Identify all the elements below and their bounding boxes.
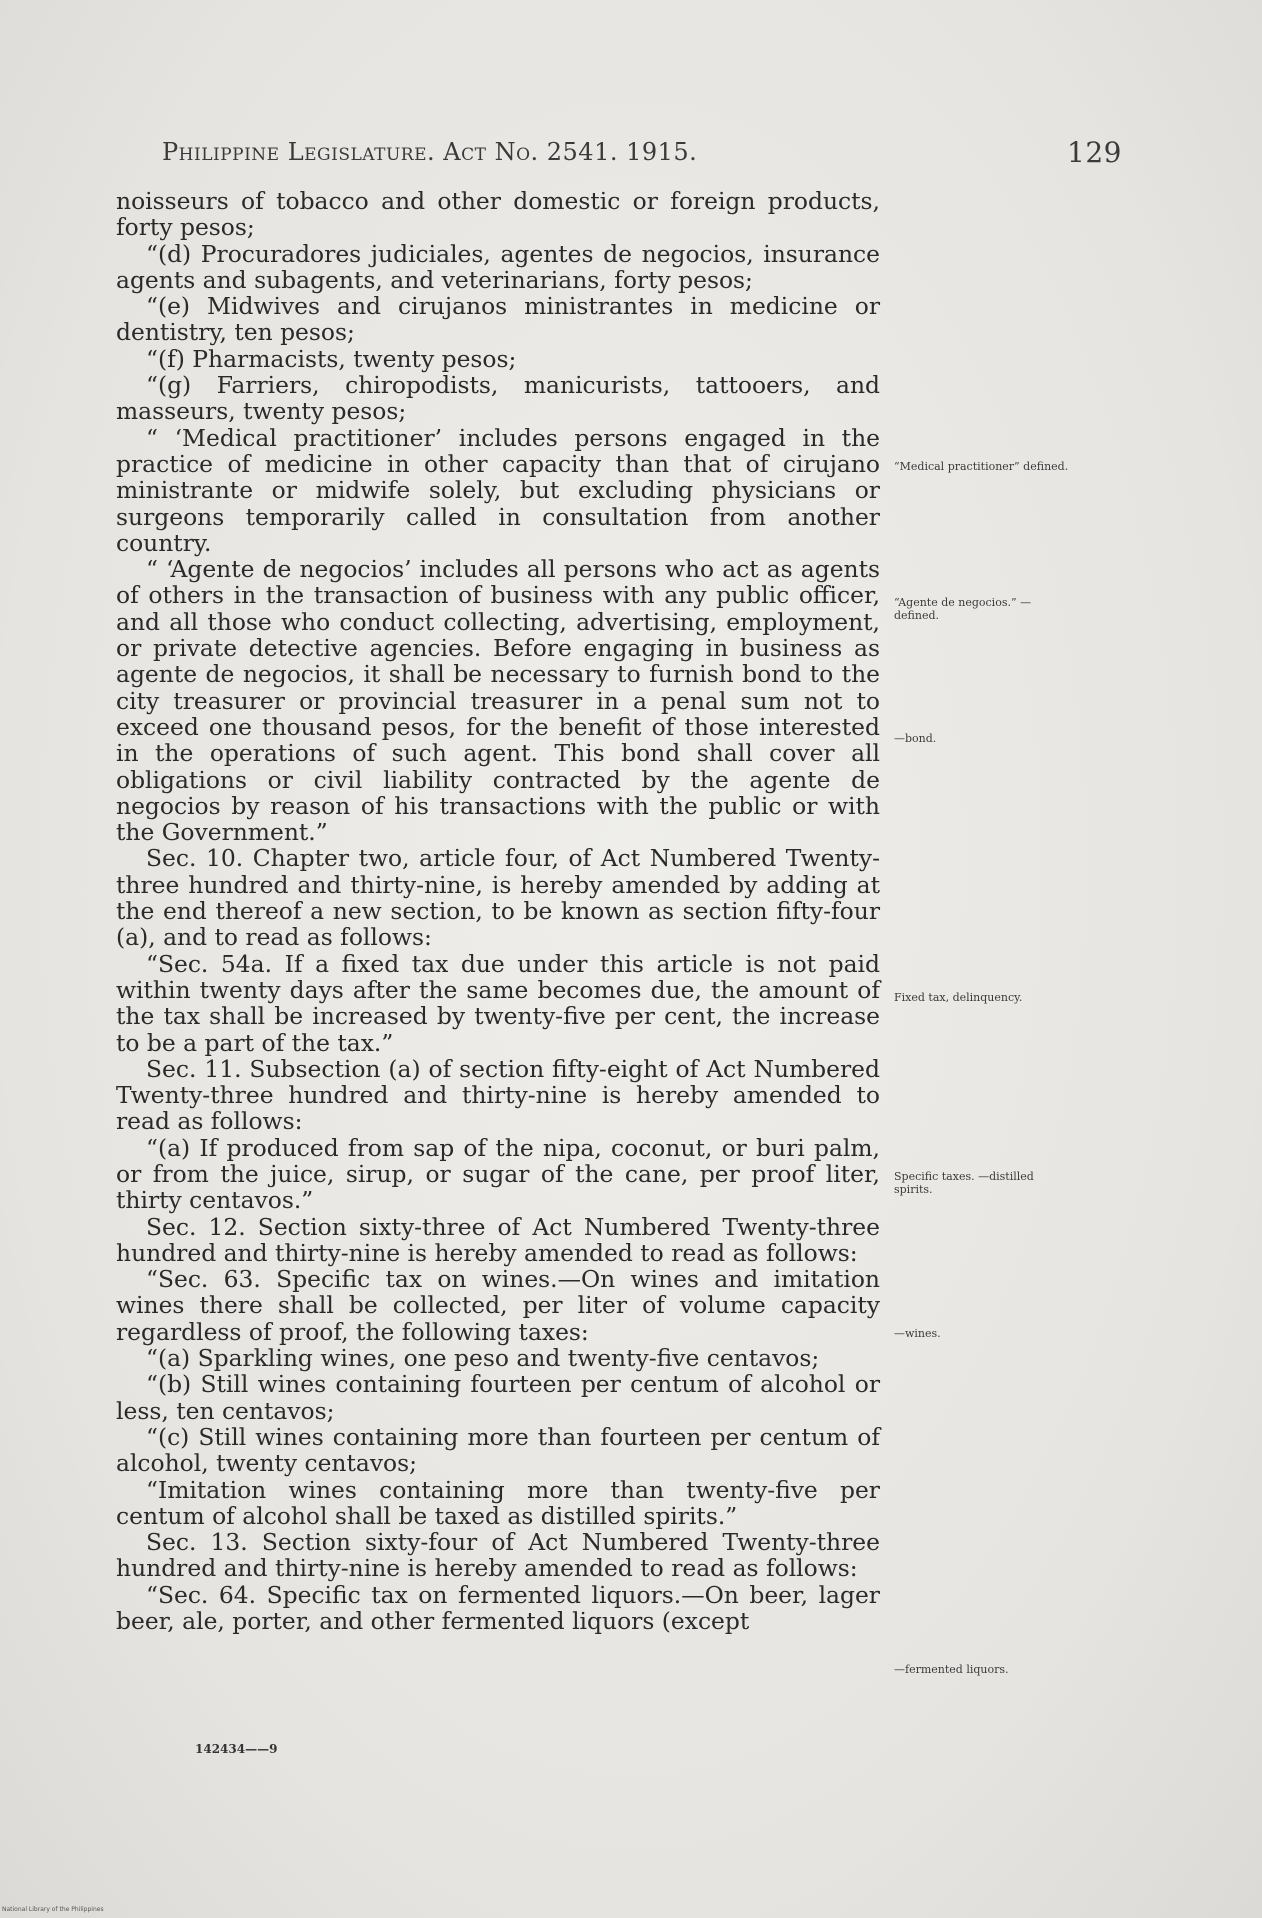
paragraph: “ ‘Medical practitioner’ includes persons engaged in the practice of medicine in other capacity than that of cirujano ministrante or midwife solely, but excluding physicians or surgeons temporarily called in consultation from another country. [116,423,880,557]
paragraph: “(d) Procuradores judiciales, agentes de negocios, insurance agents and subagents, and veterinarians, forty pesos; [116,239,880,294]
margin-note-distilled-spirits: Specific taxes. —distilled spirits. [894,1170,1034,1196]
margin-note-medical-practitioner: “Medical practitioner” defined. [894,460,1069,473]
paragraph: Sec. 13. Section sixty-four of Act Numbered Twenty-three hundred and thirty-nine is hereby amended to read as follows: [116,1528,880,1583]
paragraph: Sec. 11. Subsection (a) of section fifty-eight of Act Numbered Twenty-three hundred and thirty-nine is hereby amended to read as follows: [116,1054,880,1136]
paragraph: “Sec. 64. Specific tax on fermented liquors.—On beer, lager beer, ale, porter, and other fermented liquors (except [116,1580,880,1636]
paragraph: “(f) Pharmacists, twenty pesos; [146,344,517,373]
paragraph: “(e) Midwives and cirujanos ministrantes in medicine or dentistry, ten pesos; [116,292,880,347]
paragraph: “Sec. 63. Specific tax on wines.—On wines and imitation wines there shall be collected, per liter of volume capacity regardless of proof, the following taxes: [116,1265,880,1346]
paragraph: noisseurs of tobacco and other domestic or foreign products, forty pesos; [116,187,880,242]
paragraph: “(b) Still wines containing fourteen per centum of alcohol or less, ten centavos; [116,1370,880,1425]
margin-note-wines: —wines. [894,1327,941,1340]
margin-note-agente-de-negocios: “Agente de negocios.” —defined. [894,596,1032,622]
body-text [116,188,880,1634]
page-number: 129 [1067,136,1122,169]
scan-credit: National Library of the Philippines [2,1906,104,1913]
signature-mark: 142434——9 [195,1742,278,1756]
paragraph: “ ‘Agente de negocios’ includes all persons who act as agents of others in the transaction of business with any public officer, and all those who conduct collecting, advertising, employment, or private detective agencies. Before engaging in business as agente de negocios, it shall be necessary to furnish bond to the city treasurer or provincial treasurer in a penal sum not to exceed one thousand pesos, for the benefit of those interested in the operations of such agent. This bond shall cover all obligations or civil liability contracted by the agente de negocios by reason of his transactions with the public or with the Government.” [116,555,880,847]
paragraph: “(c) Still wines containing more than fourteen per centum of alcohol, twenty centavos; [116,1422,880,1478]
paragraph: “(a) If produced from sap of the nipa, coconut, or buri palm, or from the juice, sirup, or sugar of the cane, per proof liter, thirty centavos.” [116,1133,880,1215]
paragraph: “Sec. 54a. If a fixed tax due under this article is not paid within twenty days after the same becomes due, the amount of the tax shall be increased by twenty-five per cent, the increase to be a part of the tax.” [116,949,880,1057]
paragraph: Sec. 10. Chapter two, article four, of Act Numbered Twenty-three hundred and thirty-nine, is hereby amended by adding at the end thereof a new section, to be known as section fifty-four (a), and to read as follows: [116,844,880,952]
margin-note-fermented-liquors: —fermented liquors. [894,1663,1009,1676]
paragraph: Sec. 12. Section sixty-three of Act Numbered Twenty-three hundred and thirty-nine is hereby amended to read as follows: [116,1212,880,1267]
paragraph: “Imitation wines containing more than twenty-five per centum of alcohol shall be taxed as distilled spirits.” [116,1475,880,1530]
running-header [162,136,1122,169]
paragraph: “(a) Sparkling wines, one peso and twenty-five centavos; [146,1344,820,1373]
paragraph: “(g) Farriers, chiropodists, manicurists, tattooers, and masseurs, twenty pesos; [116,371,880,426]
margin-note-bond: —bond. [894,732,937,745]
header-title: Philippine Legislature. Act No. 2541. 1915. [162,138,698,166]
margin-note-fixed-tax: Fixed tax, delinquency. [894,991,1023,1004]
